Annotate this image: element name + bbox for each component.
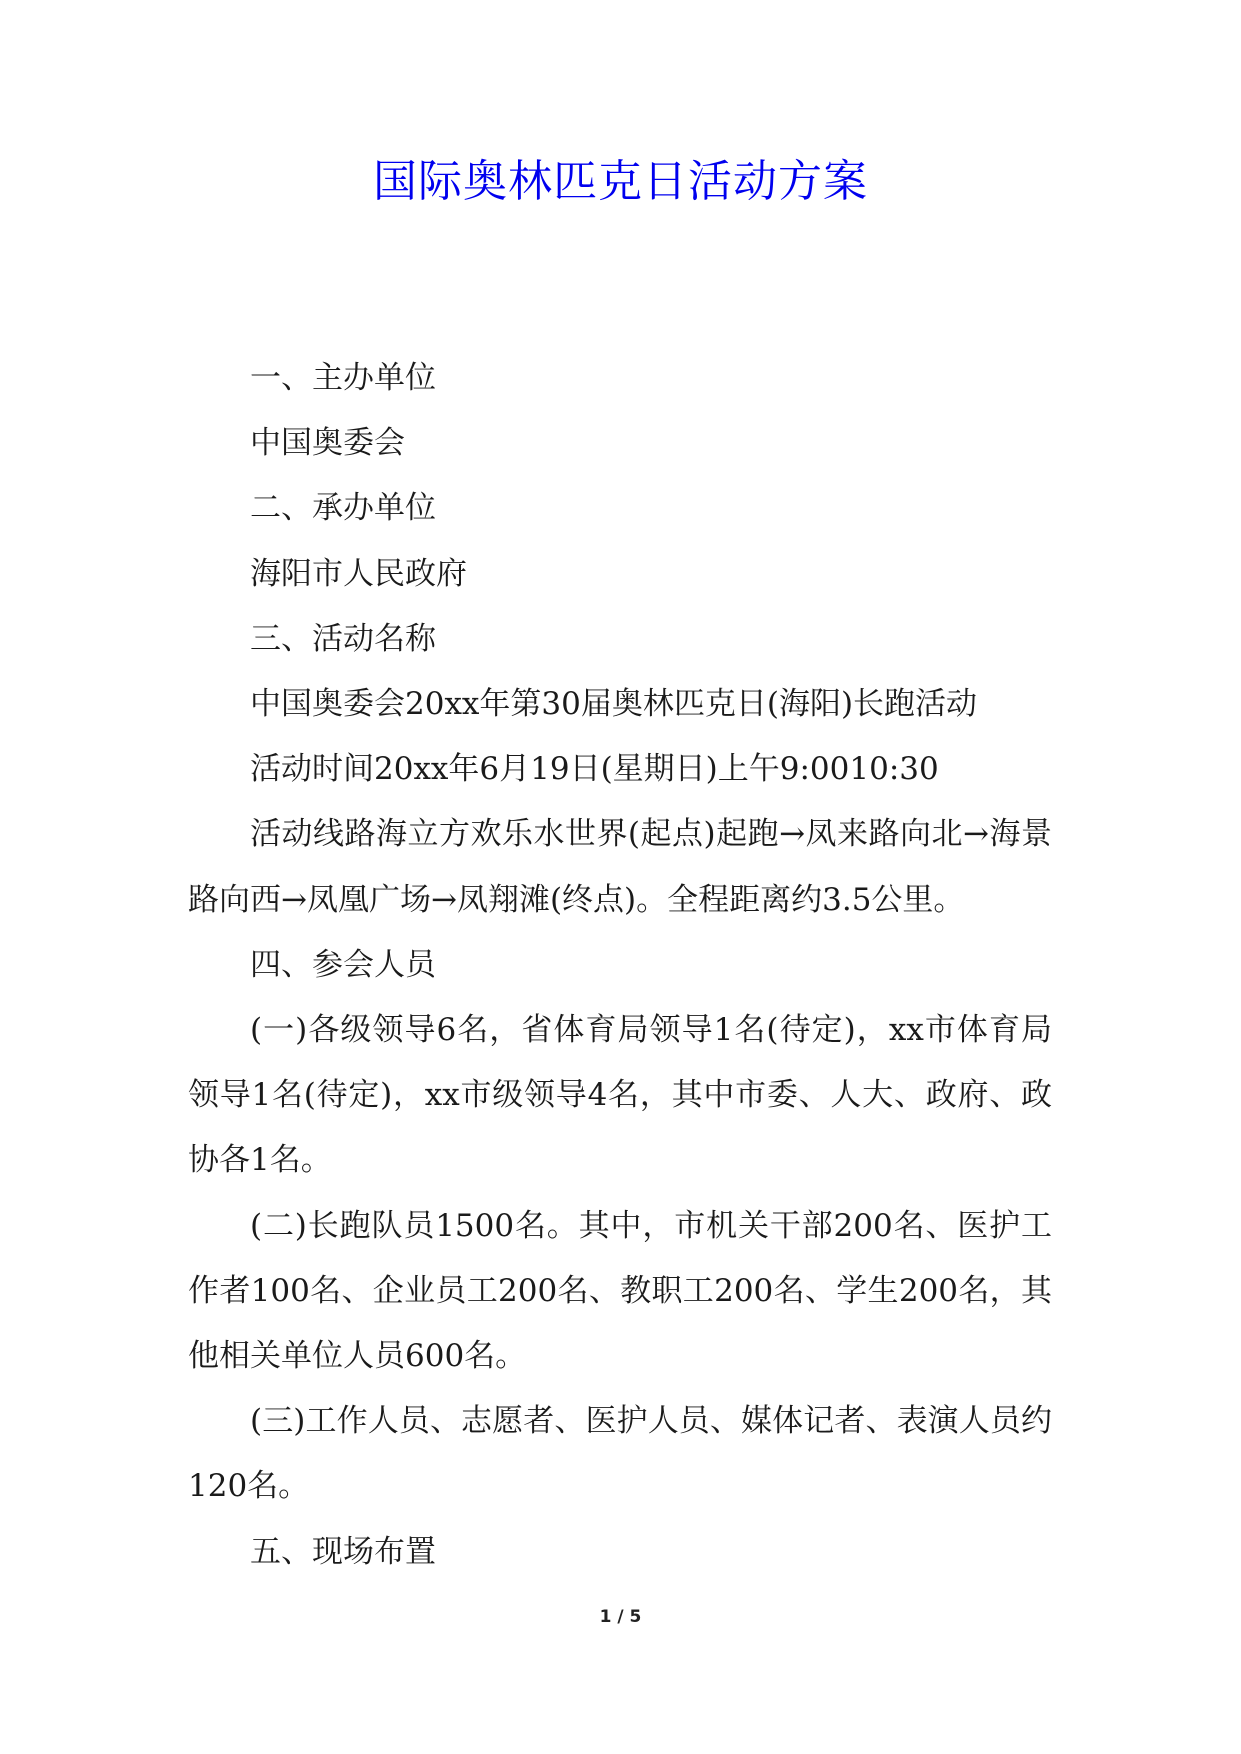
activity-name-text: 中国奥委会20xx年第30届奥林匹克日(海阳)长跑活动 [250,686,978,723]
document-body [188,346,1052,1585]
activity-time-text: 活动时间20xx年6月19日(星期日)上午9:0010:30 [250,751,939,788]
page-number: 1 / 5 [599,1607,642,1627]
section-heading-host: 二、承办单位 [250,490,436,527]
participants-runners-text: (二)长跑队员1500名。其中，市机关干部200名、医护工作者100名、企业员工200名、教职工200名、学生200名，其他相关单位人员600名。 [188,1207,1052,1375]
document-title: 国际奥林匹克日活动方案 [373,156,868,207]
organizer-text: 中国奥委会 [250,425,405,462]
section-heading-activity-name: 三、活动名称 [250,620,436,657]
participants-staff-text: (三)工作人员、志愿者、医护人员、媒体记者、表演人员约120名。 [188,1403,1052,1505]
section-heading-venue: 五、现场布置 [250,1533,436,1570]
activity-route-text: 活动线路海立方欢乐水世界(起点)起跑→凤来路向北→海景路向西→凤凰广场→凤翔滩(终点)。全程距离约3.5公里。 [188,816,1052,918]
section-heading-organizer: 一、主办单位 [250,360,436,396]
section-heading-participants: 四、参会人员 [250,946,436,983]
participants-leaders-text: (一)各级领导6名，省体育局领导1名(待定)，xx市体育局领导1名(待定)，xx市级领导4名，其中市委、人大、政府、政协各1名。 [188,1012,1052,1179]
host-text: 海阳市人民政府 [250,555,467,592]
